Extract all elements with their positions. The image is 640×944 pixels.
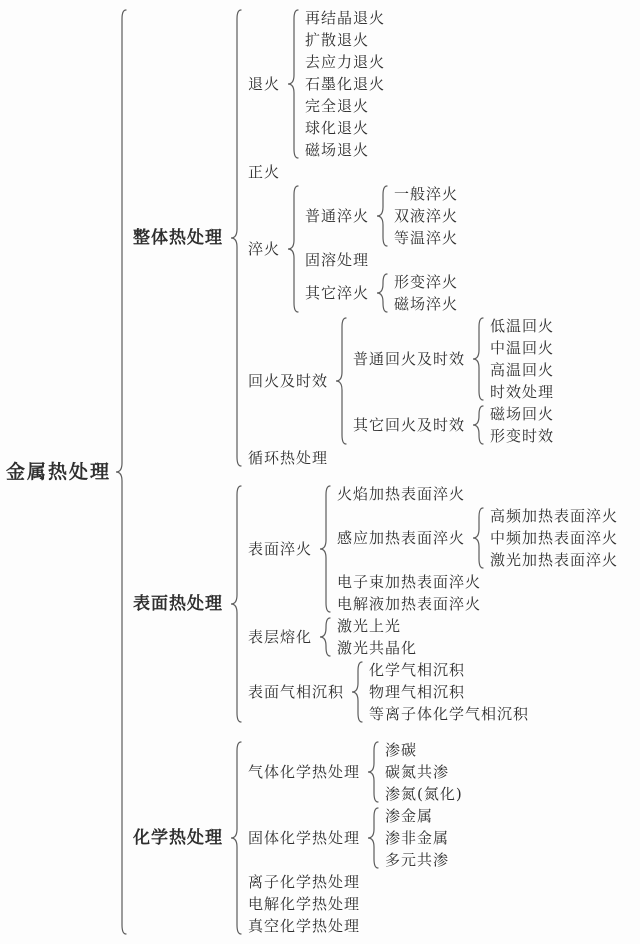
metal-heat-treatment-row — [2, 7, 623, 937]
graphitizing-annealing-label: 石墨化退火 — [305, 75, 386, 93]
aging-treatment-label: 时效处理 — [490, 383, 555, 401]
curly-brace-icon — [366, 807, 380, 869]
ordinary-quenching-row — [301, 183, 463, 249]
double-liquid-quenching-label: 双液淬火 — [394, 207, 459, 225]
vacuum-chemical-heat-treatment-row — [244, 915, 468, 937]
surface-heat-treatment-label: 表面热处理 — [133, 594, 224, 614]
surface-vapor-deposition-label: 表面气相沉积 — [248, 683, 345, 701]
high-temperature-tempering-label: 高温回火 — [490, 361, 555, 379]
metal-infiltration-row — [381, 805, 454, 827]
electrolytic-chemical-heat-treatment-row — [244, 893, 468, 915]
laser-glazing-row — [333, 615, 422, 637]
annealing-children — [301, 7, 390, 161]
normalizing-label: 正火 — [248, 163, 281, 181]
nitriding-row — [381, 783, 468, 805]
double-liquid-quenching-row — [390, 205, 463, 227]
curly-brace-icon — [318, 617, 332, 657]
ordinary-tempering-aging-label: 普通回火及时效 — [353, 350, 466, 368]
solution-treatment-label: 固溶处理 — [305, 251, 370, 269]
recrystallization-annealing-row — [301, 7, 390, 29]
spheroidizing-annealing-row — [301, 117, 390, 139]
curly-brace-icon — [471, 507, 485, 569]
magnetic-field-tempering-row — [486, 403, 559, 425]
quenching-children — [301, 183, 463, 315]
metal-heat-treatment-children — [129, 7, 623, 937]
chemical-vapor-deposition-label: 化学气相沉积 — [369, 661, 466, 679]
other-tempering-aging-children — [486, 403, 559, 447]
isothermal-quenching-row — [390, 227, 463, 249]
magnetic-field-quenching-row — [390, 293, 463, 315]
other-quenching-label: 其它淬火 — [305, 284, 370, 302]
chemical-heat-treatment-label: 化学热处理 — [133, 828, 224, 848]
high-temperature-tempering-row — [486, 359, 559, 381]
high-frequency-heating-surface-quenching-row — [486, 505, 623, 527]
curly-brace-icon — [286, 9, 300, 159]
isothermal-quenching-label: 等温淬火 — [394, 229, 459, 247]
gas-chemical-heat-treatment-row — [244, 739, 468, 805]
other-tempering-aging-label: 其它回火及时效 — [353, 416, 466, 434]
carburizing-row — [381, 739, 468, 761]
surface-heat-treatment-children — [244, 483, 623, 725]
curly-brace-icon — [375, 185, 389, 247]
surface-vapor-deposition-children — [365, 659, 534, 725]
ion-chemical-heat-treatment-label: 离子化学热处理 — [248, 873, 361, 891]
recrystallization-annealing-label: 再结晶退火 — [305, 9, 386, 27]
curly-brace-icon — [350, 661, 364, 723]
curly-brace-icon — [114, 9, 128, 935]
overall-heat-treatment-row — [129, 7, 623, 469]
general-quenching-label: 一般淬火 — [394, 185, 459, 203]
laser-eutectic-label: 激光共晶化 — [337, 639, 418, 657]
spheroidizing-annealing-label: 球化退火 — [305, 119, 370, 137]
nonmetal-infiltration-row — [381, 827, 454, 849]
laser-heating-surface-quenching-row — [486, 549, 623, 571]
curly-brace-icon — [229, 9, 243, 467]
curly-brace-icon — [286, 185, 300, 313]
medium-temperature-tempering-row — [486, 337, 559, 359]
general-quenching-row — [390, 183, 463, 205]
ordinary-tempering-aging-children — [486, 315, 559, 403]
overall-heat-treatment-children — [244, 7, 559, 469]
surface-layer-melting-row — [244, 615, 623, 659]
deformation-quenching-row — [390, 271, 463, 293]
normalizing-row — [244, 161, 559, 183]
curly-brace-icon — [318, 485, 332, 613]
laser-heating-surface-quenching-label: 激光加热表面淬火 — [490, 551, 619, 569]
low-temperature-tempering-row — [486, 315, 559, 337]
curly-brace-icon — [229, 485, 243, 723]
stress-relief-annealing-row — [301, 51, 390, 73]
surface-layer-melting-children — [333, 615, 422, 659]
solution-treatment-row — [301, 249, 463, 271]
medium-frequency-heating-surface-quenching-row — [486, 527, 623, 549]
diffusion-annealing-label: 扩散退火 — [305, 31, 370, 49]
electron-beam-heating-surface-quenching-label: 电子束加热表面淬火 — [337, 573, 482, 591]
multi-element-co-infiltration-row — [381, 849, 454, 871]
magnetic-field-annealing-row — [301, 139, 390, 161]
solid-chemical-heat-treatment-row — [244, 805, 468, 871]
metal-infiltration-label: 渗金属 — [385, 807, 434, 825]
electron-beam-heating-surface-quenching-row — [333, 571, 623, 593]
low-temperature-tempering-label: 低温回火 — [490, 317, 555, 335]
curly-brace-icon — [471, 405, 485, 445]
magnetic-field-quenching-label: 磁场淬火 — [394, 295, 459, 313]
carbonitriding-label: 碳氮共渗 — [385, 763, 450, 781]
other-tempering-aging-row — [349, 403, 559, 447]
deformation-aging-label: 形变时效 — [490, 427, 555, 445]
tempering-and-aging-children — [349, 315, 559, 447]
stress-relief-annealing-label: 去应力退火 — [305, 53, 386, 71]
nitriding-label: 渗氮(氮化) — [385, 785, 463, 803]
nonmetal-infiltration-label: 渗非金属 — [385, 829, 450, 847]
ordinary-tempering-aging-row — [349, 315, 559, 403]
gas-chemical-heat-treatment-label: 气体化学热处理 — [248, 763, 361, 781]
cyclic-heat-treatment-label: 循环热处理 — [248, 449, 329, 467]
gas-chemical-heat-treatment-children — [381, 739, 468, 805]
surface-layer-melting-label: 表层熔化 — [248, 628, 313, 646]
electrolyte-heating-surface-quenching-label: 电解液加热表面淬火 — [337, 595, 482, 613]
ion-chemical-heat-treatment-row — [244, 871, 468, 893]
quenching-label: 淬火 — [248, 240, 281, 258]
physical-vapor-deposition-row — [365, 681, 534, 703]
medium-frequency-heating-surface-quenching-label: 中频加热表面淬火 — [490, 529, 619, 547]
electrolytic-chemical-heat-treatment-label: 电解化学热处理 — [248, 895, 361, 913]
induction-heating-surface-quenching-label: 感应加热表面淬火 — [337, 529, 466, 547]
surface-quenching-children — [333, 483, 623, 615]
multi-element-co-infiltration-label: 多元共渗 — [385, 851, 450, 869]
magnetic-field-tempering-label: 磁场回火 — [490, 405, 555, 423]
flame-heating-surface-quenching-label: 火焰加热表面淬火 — [337, 485, 466, 503]
vacuum-chemical-heat-treatment-label: 真空化学热处理 — [248, 917, 361, 935]
solid-chemical-heat-treatment-label: 固体化学热处理 — [248, 829, 361, 847]
laser-eutectic-row — [333, 637, 422, 659]
electrolyte-heating-surface-quenching-row — [333, 593, 623, 615]
surface-heat-treatment-row — [129, 483, 623, 725]
full-annealing-row — [301, 95, 390, 117]
physical-vapor-deposition-label: 物理气相沉积 — [369, 683, 466, 701]
diffusion-annealing-row — [301, 29, 390, 51]
annealing-label: 退火 — [248, 75, 281, 93]
overall-heat-treatment-label: 整体热处理 — [133, 228, 224, 248]
other-quenching-children — [390, 271, 463, 315]
full-annealing-label: 完全退火 — [305, 97, 370, 115]
deformation-aging-row — [486, 425, 559, 447]
curly-brace-icon — [375, 273, 389, 313]
solid-chemical-heat-treatment-children — [381, 805, 454, 871]
plasma-chemical-vapor-deposition-label: 等离子体化学气相沉积 — [369, 705, 530, 723]
curly-brace-icon — [366, 741, 380, 803]
induction-heating-surface-quenching-row — [333, 505, 623, 571]
carburizing-label: 渗碳 — [385, 741, 418, 759]
cyclic-heat-treatment-row — [244, 447, 559, 469]
curly-brace-icon — [471, 317, 485, 401]
surface-quenching-label: 表面淬火 — [248, 540, 313, 558]
metal-heat-treatment-label: 金属热处理 — [6, 461, 112, 483]
induction-heating-surface-quenching-children — [486, 505, 623, 571]
flame-heating-surface-quenching-row — [333, 483, 623, 505]
surface-quenching-row — [244, 483, 623, 615]
ordinary-quenching-children — [390, 183, 463, 249]
tempering-and-aging-row — [244, 315, 559, 447]
surface-vapor-deposition-row — [244, 659, 623, 725]
aging-treatment-row — [486, 381, 559, 403]
carbonitriding-row — [381, 761, 468, 783]
graphitizing-annealing-row — [301, 73, 390, 95]
curly-brace-icon — [229, 741, 243, 935]
magnetic-field-annealing-label: 磁场退火 — [305, 141, 370, 159]
annealing-row — [244, 7, 559, 161]
medium-temperature-tempering-label: 中温回火 — [490, 339, 555, 357]
other-quenching-row — [301, 271, 463, 315]
ordinary-quenching-label: 普通淬火 — [305, 207, 370, 225]
deformation-quenching-label: 形变淬火 — [394, 273, 459, 291]
laser-glazing-label: 激光上光 — [337, 617, 402, 635]
curly-brace-icon — [334, 317, 348, 445]
chemical-vapor-deposition-row — [365, 659, 534, 681]
plasma-chemical-vapor-deposition-row — [365, 703, 534, 725]
tempering-and-aging-label: 回火及时效 — [248, 372, 329, 390]
chemical-heat-treatment-children — [244, 739, 468, 937]
chemical-heat-treatment-row — [129, 739, 623, 937]
high-frequency-heating-surface-quenching-label: 高频加热表面淬火 — [490, 507, 619, 525]
quenching-row — [244, 183, 559, 315]
